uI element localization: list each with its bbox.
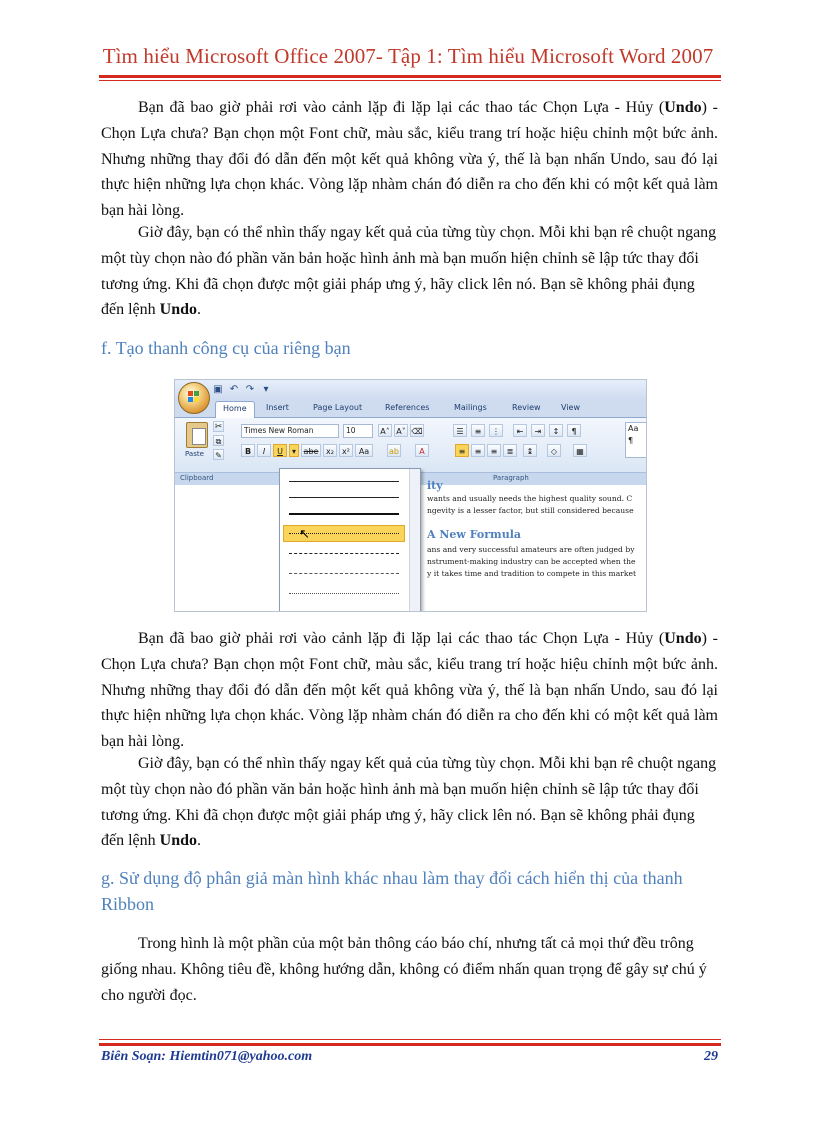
styles-gallery-sample: Aa xyxy=(628,424,639,433)
sort-icon[interactable]: ↕ xyxy=(549,424,563,437)
intro-paragraph-1: Bạn đã bao giờ phải rơi vào cảnh lặp đi lặp lại các thao tác Chọn Lựa - Hủy (Undo) - Chọn Lựa chưa? Bạn chọn một Font chữ, màu sắc, kiểu trang trí hoặc hiệu chỉnh một bức ảnh. Nhưng những thay đổi đó dẫn đến một kết quả không vừa ý, thế là bạn nhấn Undo, sau đó lại thực hiện những lựa chọn khác. Vòng lặp nhàm chán đó diễn ra cho đến khi có một kết quả làm bạn hài lòng. xyxy=(101,99,718,220)
decrease-indent-icon[interactable]: ⇤ xyxy=(513,424,527,437)
doc-line: ans and very successful amateurs are often judged by xyxy=(427,545,635,554)
shrink-font-icon[interactable]: A˅ xyxy=(394,424,408,437)
multilevel-list-icon[interactable]: ⋮ xyxy=(489,424,503,437)
body-paragraph-1: Bạn đã bao giờ phải rơi vào cảnh lặp đi lặp lại các thao tác Chọn Lựa - Hủy (Undo) - Chọn Lựa chưa? Bạn chọn một Font chữ, màu sắc, kiểu trang trí hoặc hiệu chỉnh một bức ảnh. Nhưng những thay đổi đó dẫn đến một kết quả không vừa ý, thế là bạn nhấn Undo, sau đó lại thực hiện những lựa chọn khác. Vòng lặp nhàm chán đó diễn ra cho đến khi có một kết quả làm bạn hài lòng. xyxy=(101,630,718,751)
align-left-icon[interactable]: ≡ xyxy=(455,444,469,457)
underline-dropdown-icon[interactable]: ▾ xyxy=(289,444,299,457)
footer-rule-thick xyxy=(99,1043,721,1046)
dropdown-scrollbar[interactable] xyxy=(409,469,420,612)
subscript-button[interactable]: x₂ xyxy=(323,444,337,457)
group-label-paragraph: Paragraph xyxy=(493,474,529,482)
clear-format-icon[interactable]: ⌫ xyxy=(410,424,424,437)
mouse-pointer-icon: ↖ xyxy=(299,527,310,542)
underline-option-word[interactable] xyxy=(289,497,399,498)
group-label-clipboard: Clipboard xyxy=(180,474,214,482)
section-f-heading: f. Tạo thanh công cụ của riêng bạn xyxy=(101,338,351,358)
tab-references[interactable]: References xyxy=(385,403,430,412)
ribbon-body xyxy=(175,418,646,473)
align-center-icon[interactable]: ≡ xyxy=(471,444,485,457)
header-rule-thin xyxy=(99,80,721,81)
section-g-heading: g. Sử dụng độ phân giả màn hình khác nhau làm thay đổi cách hiển thị của thanh Ribbon xyxy=(101,868,683,914)
copy-icon[interactable]: ⧉ xyxy=(213,435,224,446)
grow-font-icon[interactable]: A˄ xyxy=(378,424,392,437)
running-header-title: Tìm hiểu Microsoft Office 2007- Tập 1: Tìm hiểu Microsoft Word 2007 xyxy=(102,44,714,68)
underline-option-thick[interactable] xyxy=(289,513,399,515)
office-button[interactable] xyxy=(178,382,210,414)
show-marks-icon[interactable]: ¶ xyxy=(567,424,581,437)
bold-button[interactable]: B xyxy=(241,444,255,457)
doc-line: wants and usually needs the highest quality sound. C xyxy=(427,494,633,503)
tab-view[interactable]: View xyxy=(561,403,580,412)
header-rule-thick xyxy=(99,75,721,78)
office-logo-icon xyxy=(188,391,200,403)
justify-icon[interactable]: ≣ xyxy=(503,444,517,457)
line-spacing-icon[interactable]: ↨ xyxy=(523,444,537,457)
underline-option-single[interactable] xyxy=(289,481,399,482)
shading-icon[interactable]: ◇ xyxy=(547,444,561,457)
ribbon-tabs xyxy=(175,400,646,418)
change-case-button[interactable]: Aa xyxy=(355,444,373,457)
redo-icon[interactable]: ↷ xyxy=(245,384,255,395)
cut-icon[interactable]: ✂ xyxy=(214,422,223,432)
borders-icon[interactable]: ▦ xyxy=(573,444,587,457)
paste-icon[interactable] xyxy=(186,422,208,448)
underline-style-dropdown[interactable] xyxy=(279,468,421,612)
format-painter-icon[interactable]: ✎ xyxy=(213,449,224,460)
body-paragraph-2: Giờ đây, bạn có thể nhìn thấy ngay kết quả của từng tùy chọn. Mỗi khi bạn rê chuột ngang một tùy chọn nào đó phần văn bản hoặc hình ảnh mà bạn muốn hiện chỉnh sẽ lập tức thay đổi tương ứng. Khi đã chọn được một giải pháp ưng ý, hãy click lên nó. Bạn sẽ không phải đụng đến lệnh Undo. xyxy=(101,755,717,850)
tab-page-layout[interactable]: Page Layout xyxy=(313,403,363,412)
doc-line: nstrument-making industry can be accepted when the xyxy=(427,557,636,566)
page-number: 29 xyxy=(704,1049,718,1064)
italic-button[interactable]: I xyxy=(257,444,271,457)
styles-gallery[interactable] xyxy=(625,422,647,458)
quick-access-toolbar xyxy=(212,383,272,397)
font-name-select[interactable]: Times New Roman xyxy=(241,424,339,438)
strikethrough-button[interactable]: abe xyxy=(301,444,321,457)
numbering-icon[interactable]: ≡ xyxy=(471,424,485,437)
footer-author: Biên Soạn: Hiemtin071@yahoo.com xyxy=(101,1049,313,1064)
paste-label[interactable]: Paste xyxy=(185,450,204,458)
intro-paragraph-2: Giờ đây, bạn có thể nhìn thấy ngay kết quả của từng tùy chọn. Mỗi khi bạn rê chuột ngang một tùy chọn nào đó phần văn bản hoặc hình ảnh mà bạn muốn hiện chỉnh sẽ lập tức thay đổi tương ứng. Khi đã chọn được một giải pháp ưng ý, hãy click lên nó. Bạn sẽ không phải đụng đến lệnh Undo. xyxy=(101,224,717,319)
undo-icon[interactable]: ↶ xyxy=(229,384,239,395)
font-color-icon[interactable]: A xyxy=(415,444,429,457)
qat-dropdown-icon[interactable]: ▾ xyxy=(263,384,269,395)
doc-line: ngevity is a lesser factor, but still considered because xyxy=(427,506,634,515)
underline-option-dot-dot-dash[interactable] xyxy=(289,593,399,594)
font-size-select[interactable]: 10 xyxy=(343,424,373,438)
tab-mailings[interactable]: Mailings xyxy=(454,403,487,412)
section-g-paragraph: Trong hình là một phần của một bản thông cáo báo chí, nhưng tất cả mọi thứ đều trông giống nhau. Không tiêu đề, không hướng dẫn, không có điểm nhấn quan trọng để gây sự chú ý cho người đọc. xyxy=(101,935,707,1004)
save-icon[interactable]: ▣ xyxy=(213,384,223,395)
tab-insert[interactable]: Insert xyxy=(266,403,289,412)
doc-line: y it takes time and tradition to compete in this market xyxy=(427,569,637,578)
highlight-color-icon[interactable]: ab xyxy=(387,444,401,457)
align-right-icon[interactable]: ≡ xyxy=(487,444,501,457)
underline-button[interactable]: U xyxy=(273,444,287,457)
styles-gallery-marker: ¶ xyxy=(628,436,634,445)
word-ribbon-screenshot xyxy=(174,379,647,612)
footer-rule-thin xyxy=(99,1039,721,1040)
doc-heading-2: A New Formula xyxy=(427,528,521,541)
underline-option-dashed[interactable] xyxy=(289,553,399,554)
doc-heading-1: ity xyxy=(427,479,443,492)
superscript-button[interactable]: x² xyxy=(339,444,353,457)
tab-home[interactable]: Home xyxy=(215,401,255,420)
bullets-icon[interactable]: ☰ xyxy=(453,424,467,437)
increase-indent-icon[interactable]: ⇥ xyxy=(531,424,545,437)
tab-review[interactable]: Review xyxy=(512,403,541,412)
underline-option-dot-dash[interactable] xyxy=(289,573,399,574)
